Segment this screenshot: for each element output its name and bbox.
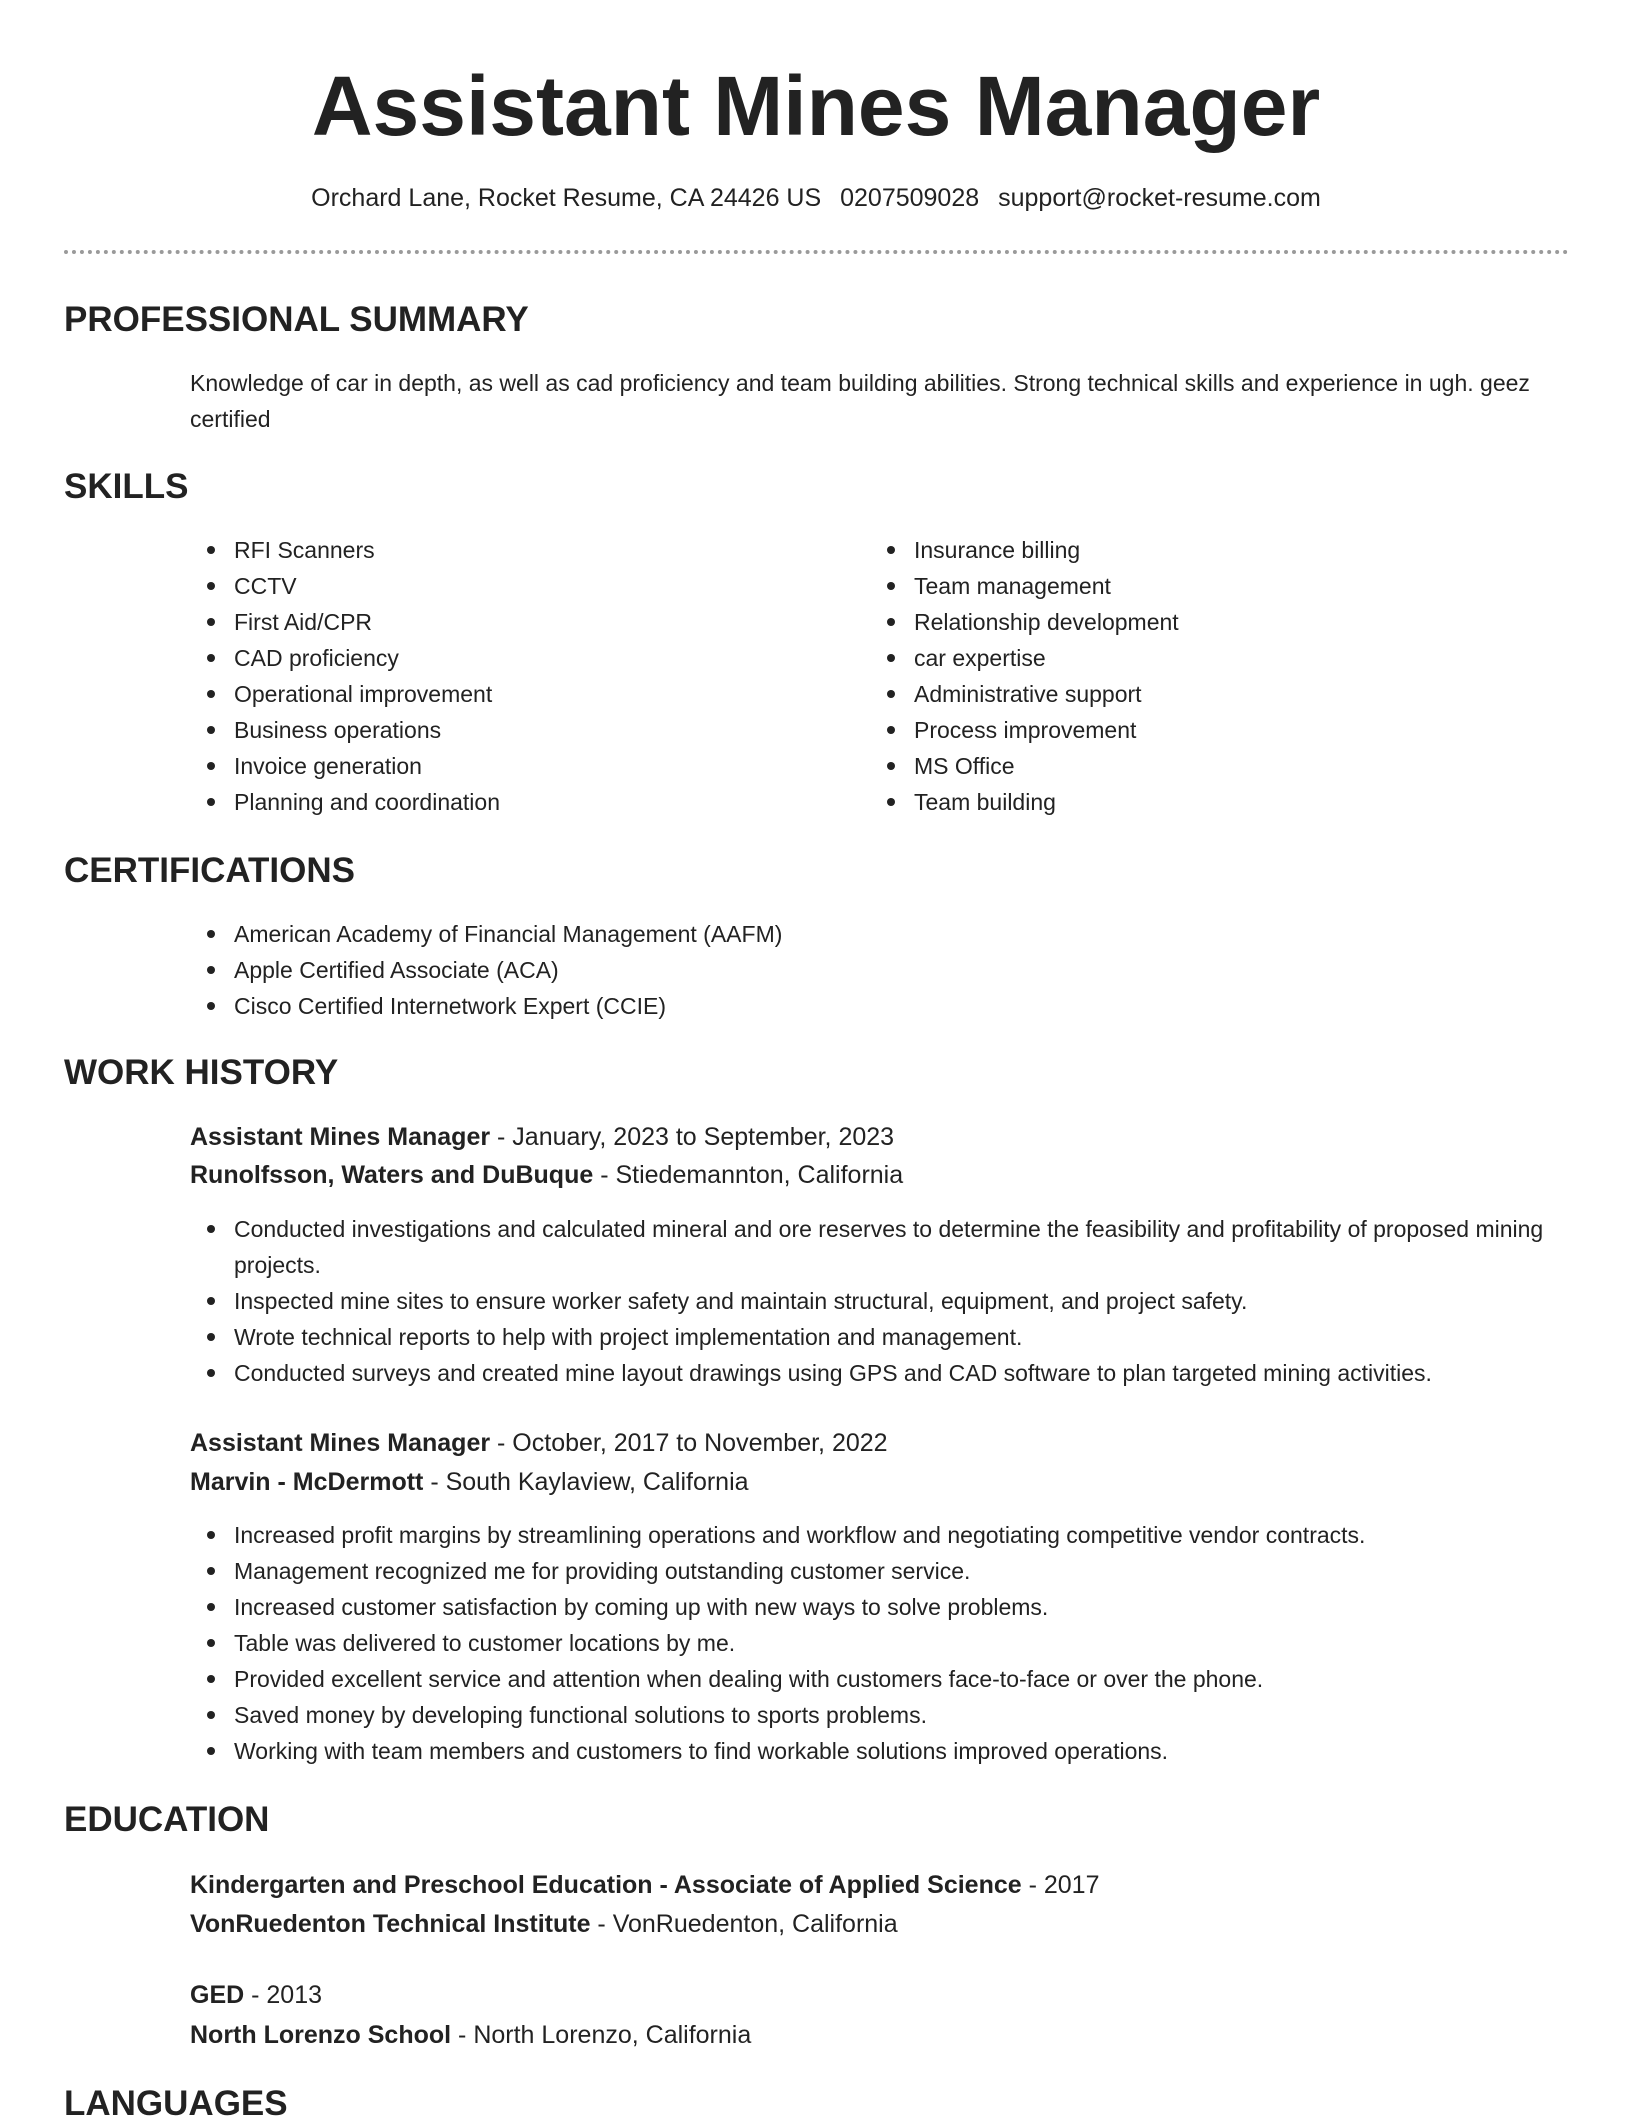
job-dates: - October, 2017 to November, 2022 [490,1429,888,1457]
job-company: Marvin - McDermott [190,1468,424,1496]
job-duty: Increased profit margins by streamlining operations and workflow and negotiating competitive vendor contracts. [190,1517,1580,1553]
education-school-line [190,1905,898,1943]
job-company-line [190,1156,903,1194]
education-degree-line [190,1866,1100,1904]
certifications-heading: CERTIFICATIONS [64,851,356,890]
education-year: - 2017 [1021,1871,1100,1899]
job-duty: Provided excellent service and attention when dealing with customers face-to-face or over the phone. [190,1661,1580,1697]
education-heading: EDUCATION [64,1800,270,1839]
education-degree: Kindergarten and Preschool Education - Associate of Applied Science [190,1871,1022,1899]
skill-item: First Aid/CPR [190,604,850,640]
job-company-line [190,1463,749,1501]
skill-item: Process improvement [870,712,1570,748]
job-duty: Wrote technical reports to help with project implementation and management. [190,1319,1580,1355]
skill-item: Administrative support [870,676,1570,712]
job-dates: - January, 2023 to September, 2023 [490,1123,895,1151]
skill-item: car expertise [870,640,1570,676]
summary-text: Knowledge of car in depth, as well as cad proficiency and team building abilities. Strong technical skills and experience in ugh. geez certified [190,370,1530,432]
job-duties-list [190,1517,1580,1769]
education-school: VonRuedenton Technical Institute [190,1910,591,1938]
languages-heading: LANGUAGES [64,2084,288,2123]
skill-item: Relationship development [870,604,1570,640]
skill-item: MS Office [870,748,1570,784]
job-duty: Management recognized me for providing outstanding customer service. [190,1553,1580,1589]
skills-heading: SKILLS [64,467,189,506]
skill-item: CAD proficiency [190,640,850,676]
summary-heading: PROFESSIONAL SUMMARY [64,300,529,339]
job-location: - South Kaylaview, California [423,1468,749,1496]
contact-email: support@rocket-resume.com [998,184,1321,212]
job-duty: Saved money by developing functional solutions to sports problems. [190,1697,1580,1733]
skill-item: Business operations [190,712,850,748]
contact-line [0,180,1632,216]
skill-item: CCTV [190,568,850,604]
job-duty: Working with team members and customers to find workable solutions improved operations. [190,1733,1580,1769]
job-title-line [190,1424,888,1462]
education-degree-line [190,1976,322,2014]
job-duty: Increased customer satisfaction by coming up with new ways to solve problems. [190,1589,1580,1625]
skill-item: Team management [870,568,1570,604]
work-history-heading: WORK HISTORY [64,1053,339,1092]
header-divider [64,250,1569,254]
skill-item: Operational improvement [190,676,850,712]
skills-list-left [190,532,850,820]
skill-item: Insurance billing [870,532,1570,568]
job-location: - Stiedemannton, California [593,1161,904,1189]
job-duty: Conducted investigations and calculated mineral and ore reserves to determine the feasibility and profitability of proposed mining projects. [190,1211,1580,1283]
education-location: - VonRuedenton, California [590,1910,898,1938]
certification-item: Cisco Certified Internetwork Expert (CCIE) [190,988,1570,1024]
education-location: - North Lorenzo, California [451,2021,752,2049]
job-duty: Table was delivered to customer locations by me. [190,1625,1580,1661]
job-title: Assistant Mines Manager [190,1123,491,1151]
job-duty: Conducted surveys and created mine layout drawings using GPS and CAD software to plan targeted mining activities. [190,1355,1580,1391]
job-duties-list [190,1211,1580,1391]
skill-item: Invoice generation [190,748,850,784]
certifications-list [190,916,1570,1024]
education-school: North Lorenzo School [190,2021,452,2049]
certification-item: American Academy of Financial Management (AAFM) [190,916,1570,952]
education-year: - 2013 [244,1981,323,2009]
contact-address: Orchard Lane, Rocket Resume, CA 24426 US [311,184,822,212]
job-company: Runolfsson, Waters and DuBuque [190,1161,594,1189]
job-title: Assistant Mines Manager [190,1429,491,1457]
job-title-line [190,1118,894,1156]
candidate-name: Assistant Mines Manager [311,59,1321,153]
skill-item: RFI Scanners [190,532,850,568]
education-degree: GED [190,1981,245,2009]
certification-item: Apple Certified Associate (ACA) [190,952,1570,988]
contact-phone: 0207509028 [840,184,980,212]
job-duty: Inspected mine sites to ensure worker safety and maintain structural, equipment, and project safety. [190,1283,1580,1319]
education-school-line [190,2016,751,2054]
skills-list-right [870,532,1570,820]
skill-item: Team building [870,784,1570,820]
skill-item: Planning and coordination [190,784,850,820]
